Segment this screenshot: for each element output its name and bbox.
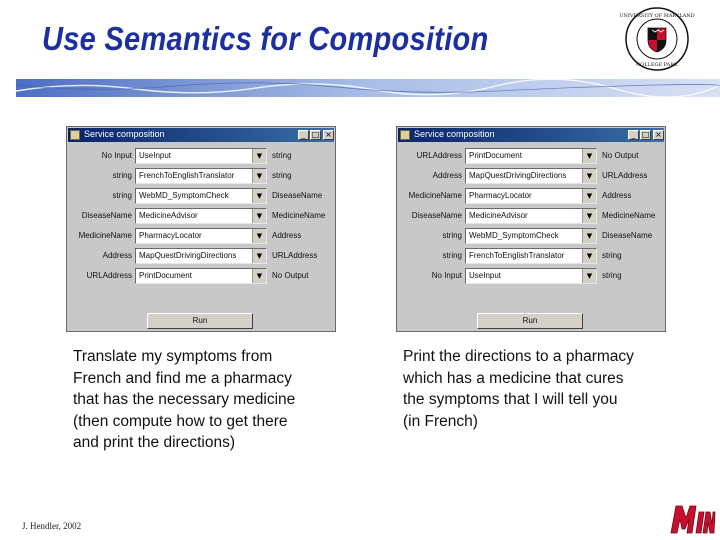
caption-line: (then compute how to get there	[73, 412, 288, 430]
service-dropdown-value: PharmacyLocator	[139, 231, 202, 240]
service-dropdown[interactable]	[135, 168, 267, 184]
service-row	[67, 268, 335, 284]
service-dropdown-value: MapQuestDrivingDirections	[139, 251, 237, 260]
service-dropdown-value: UseInput	[139, 151, 172, 160]
input-type-label: No Input	[431, 271, 462, 280]
seal-text-bottom: COLLEGE PARK	[636, 62, 678, 68]
app-icon	[70, 130, 80, 140]
output-type-label: string	[602, 271, 622, 280]
input-type-label: MedicineName	[408, 191, 462, 200]
input-type-label: URLAddress	[86, 271, 132, 280]
service-dropdown-value: FrenchToEnglishTranslator	[469, 251, 565, 260]
chevron-down-icon[interactable]: ▼	[582, 169, 596, 183]
input-type-label: string	[442, 251, 462, 260]
service-row	[397, 228, 665, 244]
output-type-label: MedicineName	[272, 211, 326, 220]
service-row	[397, 268, 665, 284]
run-button[interactable]: Run	[147, 313, 253, 329]
service-row	[397, 208, 665, 224]
close-icon[interactable]: ×	[653, 130, 664, 140]
caption-line: Translate my symptoms from	[73, 348, 273, 365]
input-type-label: URLAddress	[416, 151, 462, 160]
input-type-label: string	[442, 231, 462, 240]
output-type-label: DiseaseName	[272, 191, 323, 200]
chevron-down-icon[interactable]: ▼	[582, 209, 596, 223]
output-type-label: No Output	[272, 271, 309, 280]
service-row	[397, 148, 665, 164]
service-dropdown[interactable]	[465, 268, 597, 284]
chevron-down-icon[interactable]: ▼	[582, 249, 596, 263]
caption-line: French and find me a pharmacy	[73, 369, 292, 387]
footer-credit: J. Hendler, 2002	[22, 521, 82, 531]
service-dropdown[interactable]	[465, 168, 597, 184]
service-dropdown[interactable]	[135, 188, 267, 204]
minimize-icon[interactable]: _	[628, 130, 639, 140]
window-titlebar	[68, 128, 334, 142]
service-dropdown-value: PrintDocument	[469, 151, 522, 160]
chevron-down-icon[interactable]: ▼	[582, 149, 596, 163]
service-composition-window-left	[66, 126, 336, 332]
caption-line: the symptoms that I will tell you	[403, 391, 618, 408]
caption-right	[403, 346, 703, 432]
caption-line: that has the necessary medicine	[73, 391, 296, 408]
caption-line: (in French)	[403, 412, 478, 430]
service-dropdown[interactable]	[135, 148, 267, 164]
run-button[interactable]: Run	[477, 313, 583, 329]
service-dropdown[interactable]	[465, 148, 597, 164]
input-type-label: DiseaseName	[411, 211, 462, 220]
service-row	[67, 168, 335, 184]
service-dropdown-value: PharmacyLocator	[469, 191, 532, 200]
maximize-icon[interactable]: □	[311, 130, 320, 139]
chevron-down-icon[interactable]: ▼	[252, 169, 266, 183]
service-composition-window-right	[396, 126, 666, 332]
service-dropdown-value: MedicineAdvisor	[469, 211, 528, 220]
service-row	[397, 168, 665, 184]
service-dropdown[interactable]	[465, 188, 597, 204]
output-type-label: DiseaseName	[602, 231, 653, 240]
chevron-down-icon[interactable]: ▼	[582, 229, 596, 243]
service-dropdown-value: PrintDocument	[139, 271, 192, 280]
service-dropdown-value: MedicineAdvisor	[139, 211, 198, 220]
university-seal-logo	[619, 6, 695, 72]
output-type-label: URLAddress	[272, 251, 318, 260]
input-type-label: string	[112, 191, 132, 200]
service-row	[67, 148, 335, 164]
output-type-label: string	[272, 171, 292, 180]
chevron-down-icon[interactable]: ▼	[582, 189, 596, 203]
seal-text-top: UNIVERSITY OF MARYLAND	[619, 13, 695, 19]
input-type-label: string	[112, 171, 132, 180]
service-dropdown[interactable]	[135, 208, 267, 224]
window-title: Service composition	[84, 129, 165, 139]
service-dropdown-value: WebMD_SymptomCheck	[139, 191, 229, 200]
service-dropdown[interactable]	[465, 248, 597, 264]
chevron-down-icon[interactable]: ▼	[252, 269, 266, 283]
mind-lab-logo	[668, 500, 716, 536]
caption-line: which has a medicine that cures	[403, 369, 624, 387]
input-type-label: No Input	[101, 151, 132, 160]
app-icon	[400, 130, 410, 140]
chevron-down-icon[interactable]: ▼	[252, 209, 266, 223]
service-row	[67, 208, 335, 224]
caption-line: Print the directions to a pharmacy	[403, 348, 634, 365]
service-dropdown-value: WebMD_SymptomCheck	[469, 231, 559, 240]
chevron-down-icon[interactable]: ▼	[252, 229, 266, 243]
input-type-label: DiseaseName	[81, 211, 132, 220]
service-dropdown[interactable]	[135, 268, 267, 284]
output-type-label: MedicineName	[602, 211, 656, 220]
chevron-down-icon[interactable]: ▼	[582, 269, 596, 283]
service-dropdown[interactable]	[135, 248, 267, 264]
caption-line: and print the directions)	[73, 434, 235, 451]
input-type-label: MedicineName	[78, 231, 132, 240]
close-icon[interactable]: ×	[323, 130, 334, 140]
chevron-down-icon[interactable]: ▼	[252, 149, 266, 163]
service-dropdown-value: UseInput	[469, 271, 502, 280]
service-row	[397, 248, 665, 264]
service-dropdown[interactable]	[135, 228, 267, 244]
service-dropdown[interactable]	[465, 228, 597, 244]
chevron-down-icon[interactable]: ▼	[252, 189, 266, 203]
caption-left	[73, 346, 363, 454]
decorative-wave-band	[16, 79, 720, 97]
service-dropdown-value: MapQuestDrivingDirections	[469, 171, 567, 180]
input-type-label: Address	[432, 171, 462, 180]
output-type-label: string	[272, 151, 292, 160]
output-type-label: No Output	[602, 151, 639, 160]
output-type-label: string	[602, 251, 622, 260]
output-type-label: Address	[272, 231, 302, 240]
service-row	[67, 228, 335, 244]
output-type-label: Address	[602, 191, 632, 200]
service-row	[67, 248, 335, 264]
slide-title: Use Semantics for Composition	[42, 20, 489, 57]
service-row	[397, 188, 665, 204]
maximize-icon[interactable]: □	[641, 130, 650, 139]
service-dropdown[interactable]	[465, 208, 597, 224]
service-dropdown-value: FrenchToEnglishTranslator	[139, 171, 235, 180]
window-titlebar	[398, 128, 664, 142]
window-title: Service composition	[414, 129, 495, 139]
output-type-label: URLAddress	[602, 171, 648, 180]
minimize-icon[interactable]: _	[298, 130, 309, 140]
chevron-down-icon[interactable]: ▼	[252, 249, 266, 263]
service-row	[67, 188, 335, 204]
input-type-label: Address	[102, 251, 132, 260]
